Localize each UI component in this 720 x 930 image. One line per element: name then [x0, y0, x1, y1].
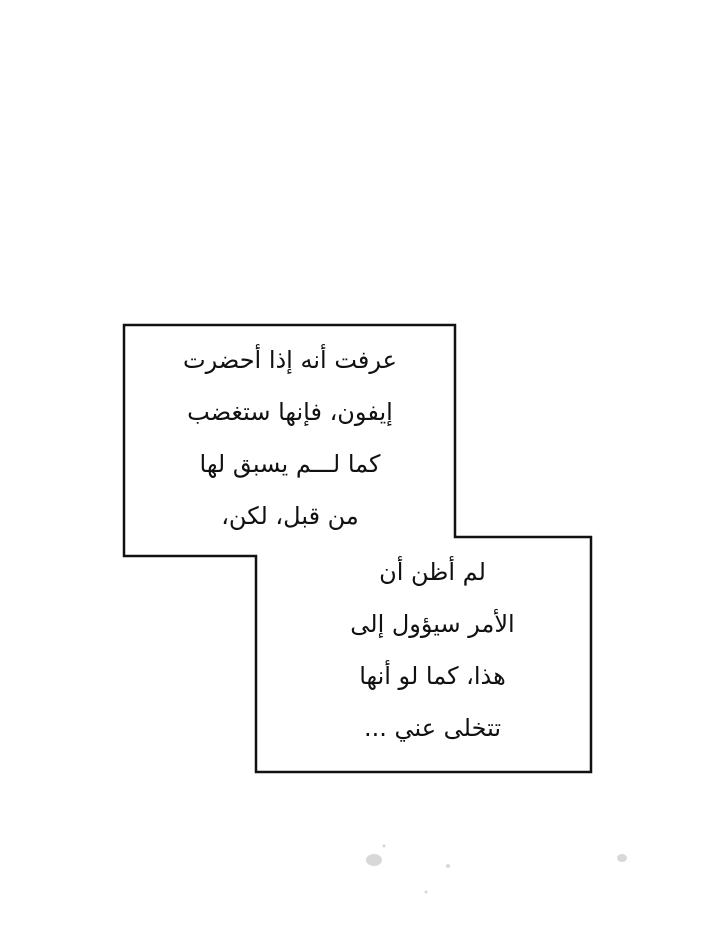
narration-text-upper	[150, 334, 430, 542]
narration-line: لم أظن أن	[379, 558, 486, 586]
narration-line: عرفت أنه إذا أحضرت	[183, 346, 397, 374]
narration-text-lower	[290, 546, 575, 754]
narration-line: إيفون، فإنها ستغضب	[187, 398, 393, 426]
narration-line: الأمر سيؤول إلى	[350, 610, 515, 638]
narration-line: من قبل، لكن،	[221, 502, 359, 530]
narration-line: تتخلى عني ...	[363, 714, 502, 742]
narration-line: هذا، كما لو أنها	[359, 662, 506, 690]
narration-line: كما لـــم يسبق لها	[199, 450, 381, 478]
